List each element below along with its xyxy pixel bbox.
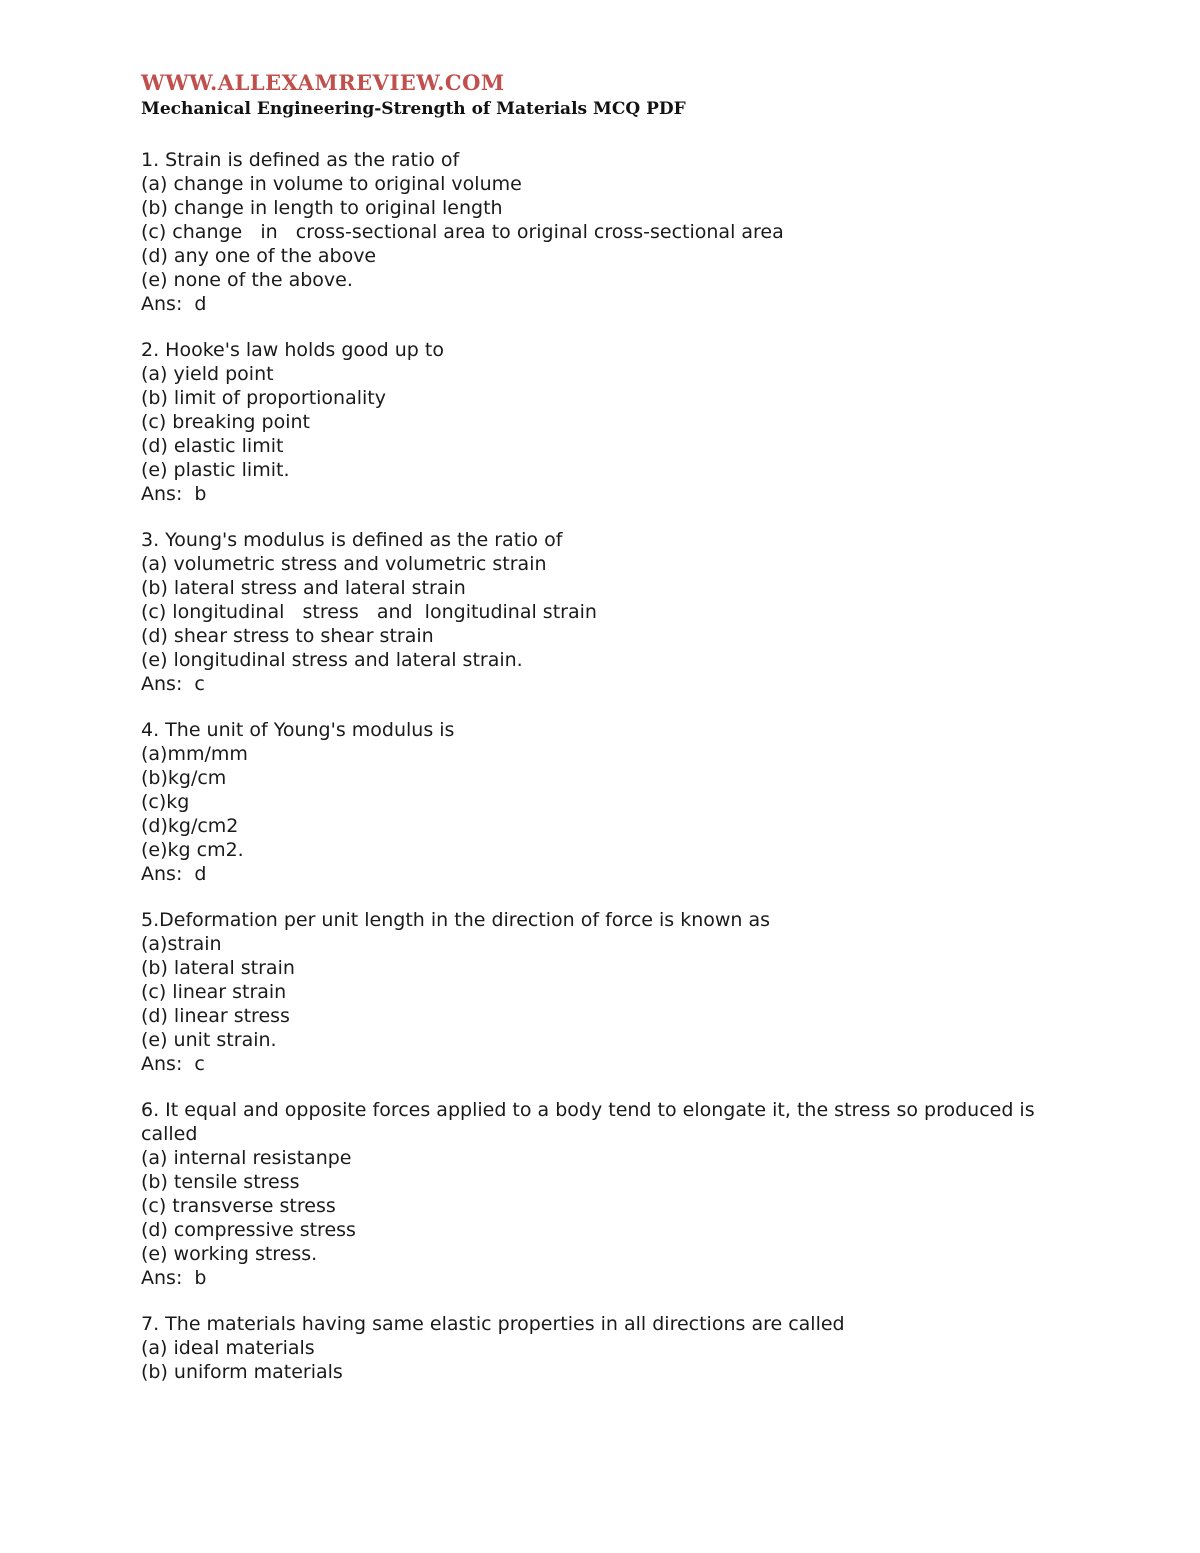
option-d: (d) compressive stress xyxy=(141,1219,356,1241)
option-e: (e) plastic limit. xyxy=(141,459,290,481)
option-c: (c) change in cross-sectional area to original cross-sectional area xyxy=(141,221,784,243)
option-a: (a)mm/mm xyxy=(141,743,248,765)
option-b: (b) change in length to original length xyxy=(141,197,503,219)
option-e: (e) longitudinal stress and lateral strain. xyxy=(141,649,523,671)
option-b: (b)kg/cm xyxy=(141,767,227,789)
option-a: (a) change in volume to original volume xyxy=(141,173,522,195)
option-d: (d) any one of the above xyxy=(141,245,377,267)
document-title: Mechanical Engineering-Strength of Materials MCQ PDF xyxy=(141,99,686,119)
option-d: (d)kg/cm2 xyxy=(141,815,239,837)
answer-line: Ans: d xyxy=(141,293,207,315)
option-e: (e)kg cm2. xyxy=(141,839,244,861)
option-a: (a) volumetric stress and volumetric strain xyxy=(141,553,547,575)
question-2 xyxy=(141,338,1071,506)
answer-line: Ans: c xyxy=(141,1053,205,1075)
option-b: (b) lateral stress and lateral strain xyxy=(141,577,466,599)
option-b: (b) lateral strain xyxy=(141,957,295,979)
option-c: (c) transverse stress xyxy=(141,1195,336,1217)
option-d: (d) linear stress xyxy=(141,1005,290,1027)
question-text: 5.Deformation per unit length in the direction of force is known as xyxy=(141,909,771,931)
option-b: (b) tensile stress xyxy=(141,1171,300,1193)
option-e: (e) unit strain. xyxy=(141,1029,277,1051)
option-d: (d) shear stress to shear strain xyxy=(141,625,434,647)
option-a: (a)strain xyxy=(141,933,222,955)
option-a: (a) ideal materials xyxy=(141,1337,315,1359)
question-1 xyxy=(141,148,1071,316)
question-text: 6. It equal and opposite forces applied to a body tend to elongate it, the stress so produced is called xyxy=(141,1099,1035,1145)
option-b: (b) limit of proportionality xyxy=(141,387,386,409)
answer-line: Ans: c xyxy=(141,673,205,695)
question-text: 2. Hooke's law holds good up to xyxy=(141,339,444,361)
question-5 xyxy=(141,908,1071,1076)
question-list xyxy=(141,148,1071,1406)
option-a: (a) yield point xyxy=(141,363,274,385)
option-d: (d) elastic limit xyxy=(141,435,284,457)
option-a: (a) internal resistanpe xyxy=(141,1147,352,1169)
question-text: 1. Strain is defined as the ratio of xyxy=(141,149,460,171)
answer-line: Ans: b xyxy=(141,1267,207,1289)
question-7 xyxy=(141,1312,1071,1384)
answer-line: Ans: b xyxy=(141,483,207,505)
question-3 xyxy=(141,528,1071,696)
option-e: (e) working stress. xyxy=(141,1243,318,1265)
option-b: (b) uniform materials xyxy=(141,1361,343,1383)
option-c: (c)kg xyxy=(141,791,190,813)
question-4 xyxy=(141,718,1071,886)
option-c: (c) breaking point xyxy=(141,411,310,433)
question-6 xyxy=(141,1098,1071,1290)
question-text: 4. The unit of Young's modulus is xyxy=(141,719,455,741)
option-e: (e) none of the above. xyxy=(141,269,353,291)
question-text: 3. Young's modulus is defined as the ratio of xyxy=(141,529,563,551)
answer-line: Ans: d xyxy=(141,863,207,885)
site-url-header: WWW.ALLEXAMREVIEW.COM xyxy=(141,70,505,95)
option-c: (c) linear strain xyxy=(141,981,287,1003)
option-c: (c) longitudinal stress and longitudinal strain xyxy=(141,601,597,623)
question-text: 7. The materials having same elastic properties in all directions are called xyxy=(141,1313,845,1335)
